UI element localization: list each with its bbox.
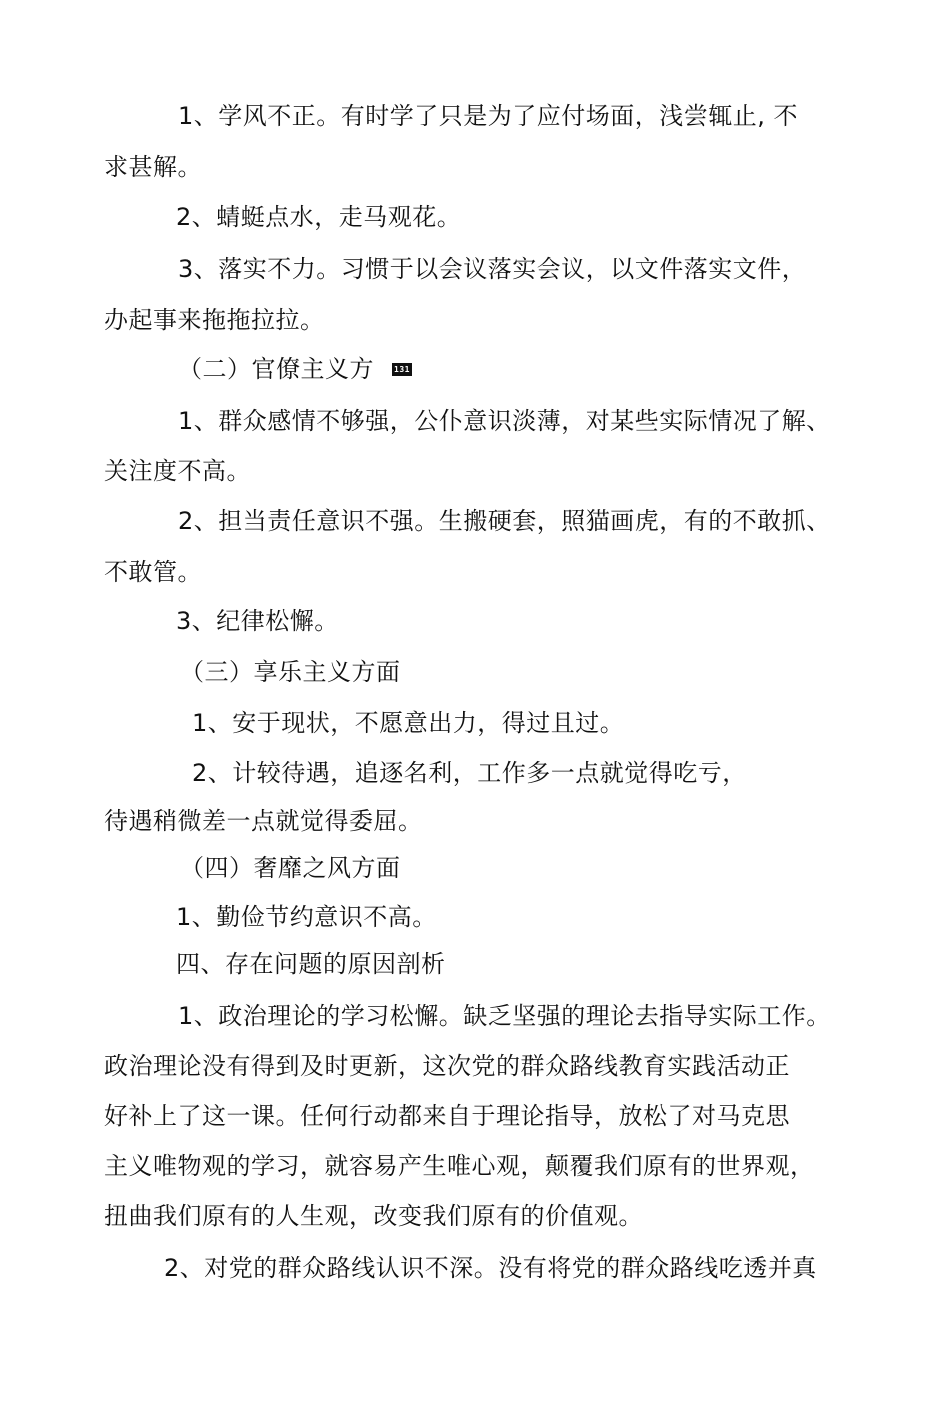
paragraph-p1-line-1: 1、学风不正。有时学了只是为了应付场面，浅尝辄止, 不 (178, 102, 799, 130)
paragraph-p4-line-2: 关注度不高。 (104, 457, 251, 485)
paragraph-p10-line-1: 1、政治理论的学习松懈。缺乏坚强的理论去指导实际工作。 (178, 1002, 831, 1030)
paragraph-p10-line-5: 扭曲我们原有的人生观，改变我们原有的价值观。 (104, 1202, 643, 1230)
paragraph-p7-line-1: 1、安于现状，不愿意出力，得过且过。 (192, 709, 625, 737)
paragraph-p3-line-1: 3、落实不力。习惯于以会议落实会议，以文件落实文件， (178, 255, 807, 283)
paragraph-p3-line-2: 办起事来拖拖拉拉。 (104, 306, 325, 334)
paragraph-p5-line-2: 不敢管。 (104, 558, 202, 586)
paragraph-p8-line-2: 待遇稍微差一点就觉得委屈。 (104, 807, 423, 835)
section-heading-hedonism: （三）享乐主义方面 (180, 658, 401, 686)
section-heading-extravagance: （四）奢靡之风方面 (180, 854, 401, 882)
paragraph-p10-line-4: 主义唯物观的学习，就容易产生唯心观，颠覆我们原有的世界观， (104, 1152, 815, 1180)
paragraph-p9-line-1: 1、勤俭节约意识不高。 (176, 903, 437, 931)
paragraph-p4-line-1: 1、群众感情不够强，公仆意识淡薄，对某些实际情况了解、 (178, 407, 831, 435)
paragraph-p10-line-3: 好补上了这一课。任何行动都来自于理论指导，放松了对马克思 (104, 1102, 790, 1130)
paragraph-p8-line-1: 2、计较待遇，追逐名利，工作多一点就觉得吃亏， (192, 759, 747, 787)
paragraph-p10-line-2: 政治理论没有得到及时更新，这次党的群众路线教育实践活动正 (104, 1052, 790, 1080)
section-heading-cause-analysis: 四、存在问题的原因剖析 (176, 950, 446, 978)
paragraph-p5-line-1: 2、担当责任意识不强。生搬硬套，照猫画虎，有的不敢抓、 (178, 507, 831, 535)
paragraph-p11-line-1: 2、对党的群众路线认识不深。没有将党的群众路线吃透并真 (164, 1254, 817, 1282)
paragraph-p6-line-1: 3、纪律松懈。 (176, 607, 339, 635)
paragraph-p1-line-2: 求甚解。 (104, 153, 202, 181)
paragraph-p2-line-1: 2、蜻蜓点水，走马观花。 (176, 203, 462, 231)
section-heading-bureaucratism (178, 354, 412, 384)
section-heading-bureaucratism-text: （二）官僚主义方 (178, 355, 374, 383)
page-number-badge: 131 (392, 363, 412, 376)
